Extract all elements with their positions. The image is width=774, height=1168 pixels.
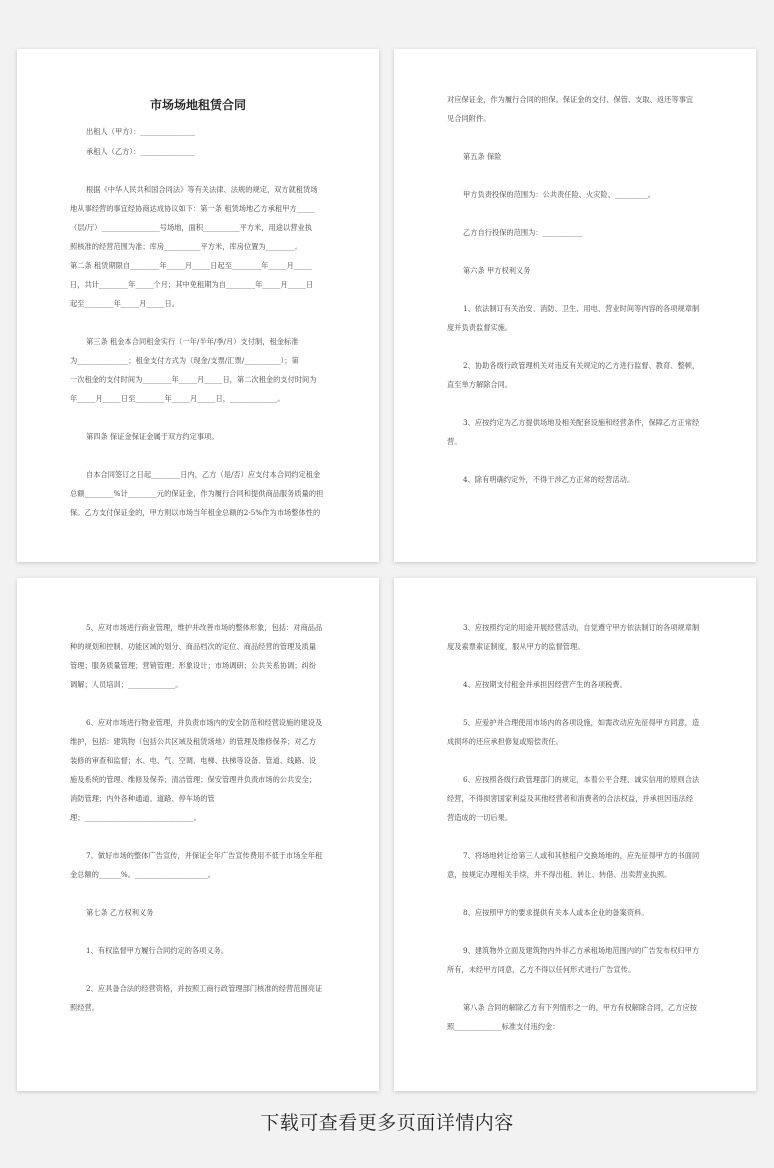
text-line: 管理；服务质量管理；营销管理；形象设计；市场调研；公共关系协调；纠纷 (70, 661, 317, 670)
text-line: 所有，未经甲方同意，乙方不得以任何形式进行广告宣传。 (447, 965, 636, 974)
text-line: 8、应按照甲方的要求提供有关本人或本企业的备案资料。 (463, 908, 649, 917)
text-line: 乙方自行投保的范围为：___________ (463, 228, 583, 237)
document-title: 市场场地租赁合同 (149, 98, 246, 112)
text-line: 金总额的______%。____________________。 (70, 870, 216, 879)
text-line: 9、建筑物外立面及建筑物内外非乙方承租场地范围内的广告发布权归甲方 (463, 946, 700, 955)
text-line: 第二条 租赁期限自________年_____月_____日起至________年_____月_____ (70, 261, 313, 270)
document-page-1 (17, 49, 379, 562)
text-line: 照经营。 (70, 1003, 99, 1012)
text-line: 2、协助各级行政管理机关对违反有关规定的乙方进行监督、教育、整顿， (463, 361, 700, 370)
text-line: 起至________年_____月_____日。 (70, 299, 180, 308)
text-line: 第六条 甲方权利义务 (463, 266, 531, 275)
text-line: 6、应按照各级行政管理部门的规定，本着公平合理、诚实信用的原则合法 (463, 775, 700, 784)
text-line: 度及索票索证制度，服从甲方的监督管理。 (447, 642, 585, 651)
text-line: 直至单方解除合同。 (447, 380, 513, 389)
text-line: 装修的审查和监督；水、电、气、空调、电梯、扶梯等设备、管道、线路、设 (70, 756, 317, 765)
text-line: 总额________%计________元的保证金，作为履行合同和提供商品服务质量的担 (70, 489, 324, 498)
text-line: 4、应按期支付租金并承担因经营产生的各项税费。 (463, 680, 627, 689)
text-line: 年_____月_____日至________年_____月_____日，_____________。 (70, 394, 285, 403)
text-line: 出租人（甲方）：_______________ (86, 127, 195, 136)
text-line: 营。 (447, 437, 462, 446)
text-line: 地从事经营的事宜经协商达成协议如下：第一条 租赁场地乙方承租甲方_____ (70, 204, 315, 213)
text-line: 日，共计________年_____个月；其中免租期为自________年_____月_____日 (70, 280, 314, 289)
text-line: 甲方负责投保的范围为：公共责任险、火灾险、_________。 (463, 190, 656, 199)
text-line: 营造成的一切后果。 (447, 813, 513, 822)
text-line: 3、应按约定为乙方提供场地及相关配套设施和经营条件，保障乙方正常经 (463, 418, 700, 427)
text-line: 保。乙方支付保证金的，甲方则以市场当年租金总额的2-5%作为市场整体性的 (70, 508, 321, 517)
text-line: 第三条 租金本合同租金实行（一年/半年/季/月）支付制，租金标准 (86, 337, 299, 346)
text-line: 一次租金的支付时间为________年_____月_____日，第二次租金的支付时间为 (70, 375, 317, 384)
document-page-3 (17, 578, 379, 1091)
text-line: 调解；人员培训；_____________。 (70, 680, 183, 689)
text-line: 第七条 乙方权利义务 (86, 908, 154, 917)
text-line: 7、做好市场的整体广告宣传，并保证全年广告宣传费用不低于市场全年租 (86, 851, 323, 860)
text-line: 意，按规定办理相关手续，并不得出租、转让、转借、出卖营业执照。 (447, 870, 672, 879)
text-line: 为______________；租金支付方式为（现金/支票/汇票/__________）；第 (70, 356, 299, 365)
text-line: 第四条 保证金保证金属于双方约定事项。 (86, 432, 219, 441)
text-line: 度并负责监督实施。 (447, 323, 513, 332)
text-line: 第五条 保险 (463, 152, 502, 161)
text-line: 1、有权监督甲方履行合同约定的各项义务。 (86, 946, 229, 955)
text-line: 经营，不得损害国家利益及其他经营者和消费者的合法权益，并承担因违法经 (447, 794, 694, 803)
text-line: 自本合同签订之日起________日内，乙方（是/否）应支付本合同约定租金 (86, 470, 321, 479)
text-line: 照核准的经营范围为准；库房__________平方米，库房位置为________。 (70, 242, 303, 251)
text-line: 5、应爱护并合理使用市场内的各项设施，如需改动应先征得甲方同意，造 (463, 718, 700, 727)
text-line: 维护，包括：建筑物（包括公共区域及租赁场地）的管理及维修保养；对乙方 (70, 737, 317, 746)
text-line: 消防管理；内外各种通道、道路、停车场的管 (70, 794, 215, 803)
text-line: 4、除有明确约定外，不得干涉乙方正常的经营活动。 (463, 475, 635, 484)
download-more-link[interactable]: 下载可查看更多页面详情内容 (260, 1112, 514, 1134)
text-line: 理；______________________________。 (70, 813, 202, 822)
text-line: 种的规划和控制、功能区域的划分、商品档次的定位、商品经营的管理及质量 (70, 642, 317, 651)
text-line: 第八条 合同的解除乙方有下列情形之一的，甲方有权解除合同，乙方应按 (463, 1003, 697, 1012)
text-line: 对应保证金，作为履行合同的担保。保证金的交付、保管、支取、返还等事宜 (447, 95, 694, 104)
text-line: 3、应按照约定的用途开展经营活动，自觉遵守甲方依法制订的各项规章制 (463, 623, 700, 632)
text-line: 承租人（乙方）：_______________ (86, 147, 195, 156)
text-line: 6、应对市场进行物业管理，并负责市场内的安全防范和经营设施的建设及 (86, 718, 323, 727)
text-line: 见合同附件。 (447, 114, 491, 123)
text-line: 7、将场地转让给第三人或和其他租户交换场地的，应先征得甲方的书面同 (463, 851, 700, 860)
document-page-4 (394, 578, 756, 1091)
text-line: 1、依法制订有关治安、消防、卫生、用电、营业时间等内容的各项规章制 (463, 304, 700, 313)
document-page-2 (394, 49, 756, 562)
text-line: 照_____________标准支付违约金： (447, 1022, 560, 1031)
text-line: 根据《中华人民共和国合同法》等有关法律、法规的规定，双方就租赁场 (86, 185, 318, 194)
text-line: 2、应具备合法的经营资格，并按照工商行政管理部门核准的经营范围亮证 (86, 984, 323, 993)
text-line: 5、应对市场进行商业管理，维护并改善市场的整体形象，包括：对商品品 (86, 623, 323, 632)
text-line: 成损坏的还应承担修复或赔偿责任。 (447, 737, 563, 746)
text-line: 施及系统的管理、维修及保养；清洁管理；保安管理并负责市场的公共安全； (70, 775, 317, 784)
text-line: （层/厅）________________号场地，面积__________平方米，用途以营业执 (70, 223, 312, 232)
